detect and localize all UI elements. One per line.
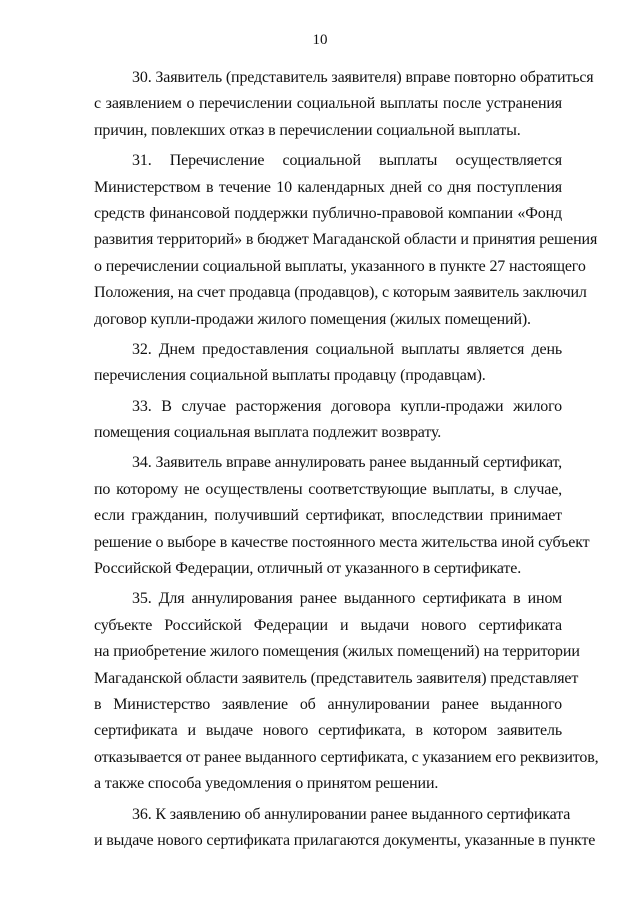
paragraph-line: если гражданин, получивший сертификат, впоследствии принимает [94, 507, 562, 525]
paragraph [94, 586, 599, 797]
paragraph-line: 33. В случае расторжения договора купли-продажи жилого [132, 397, 562, 415]
paragraph-line: перечисления социальной выплаты продавцу (продавцам). [94, 367, 486, 385]
paragraph-line: по которому не осуществлены соответствующие выплаты, в случае, [94, 480, 562, 498]
document-body [94, 65, 599, 854]
paragraph [94, 450, 590, 582]
paragraph-line: 30. Заявитель (представитель заявителя) вправе повторно обратиться [132, 69, 594, 86]
paragraph-line: причин, повлекших отказ в перечислении социальной выплаты. [94, 121, 521, 139]
paragraph [94, 394, 562, 447]
paragraph-line: отказывается от ранее выданного сертификата, с указанием его реквизитов, [94, 748, 599, 766]
paragraph-line: в Министерство заявление об аннулировании ранее выданного [94, 695, 562, 713]
paragraph-line: развития территорий» в бюджет Магаданской области и принятия решения [94, 231, 598, 249]
paragraph-line: с заявлением о перечислении социальной выплаты после устранения [94, 95, 562, 113]
paragraph-line: сертификата и выдаче нового сертификата, в котором заявитель [94, 722, 562, 740]
paragraph-line: Российской Федерации, отличный от указанного в сертификате. [94, 560, 522, 578]
paragraph [94, 802, 596, 855]
paragraph [94, 337, 562, 390]
paragraph-line: а также способа уведомления о принятом решении. [94, 775, 439, 793]
paragraph-line: 32. Днем предоставления социальной выплаты является день [132, 340, 562, 358]
paragraph-line: средств финансовой поддержки публично-правовой компании «Фонд [94, 204, 562, 222]
paragraph-line: Положения, на счет продавца (продавцов), с которым заявитель заключил [94, 284, 587, 302]
paragraph-line: Министерством в течение 10 календарных дней со дня поступления [94, 178, 562, 196]
paragraph-line: о перечислении социальной выплаты, указанного в пункте 27 настоящего [94, 257, 586, 275]
paragraph-line: Магаданской области заявитель (представитель заявителя) представляет [94, 669, 579, 687]
paragraph [94, 65, 594, 144]
page-number: 10 [312, 32, 328, 48]
paragraph [94, 148, 598, 333]
paragraph-line: помещения социальная выплата подлежит возврату. [94, 424, 442, 442]
paragraph-line: 36. К заявлению об аннулировании ранее выданного сертификата [132, 805, 571, 823]
paragraph-line: и выдаче нового сертификата прилагаются документы, указанные в пункте [94, 831, 596, 849]
paragraph-line: 35. Для аннулирования ранее выданного сертификата в ином [132, 590, 562, 608]
paragraph-line: субъекте Российской Федерации и выдачи нового сертификата [94, 616, 562, 634]
paragraph-line: 31. Перечисление социальной выплаты осуществляется [132, 152, 562, 170]
paragraph-line: решение о выборе в качестве постоянного места жительства иной субъект [94, 533, 590, 551]
paragraph-line: договор купли-продажи жилого помещения (жилых помещений). [94, 310, 531, 328]
paragraph-line: на приобретение жилого помещения (жилых помещений) на территории [94, 643, 580, 661]
paragraph-line: 34. Заявитель вправе аннулировать ранее выданный сертификат, [132, 454, 562, 472]
